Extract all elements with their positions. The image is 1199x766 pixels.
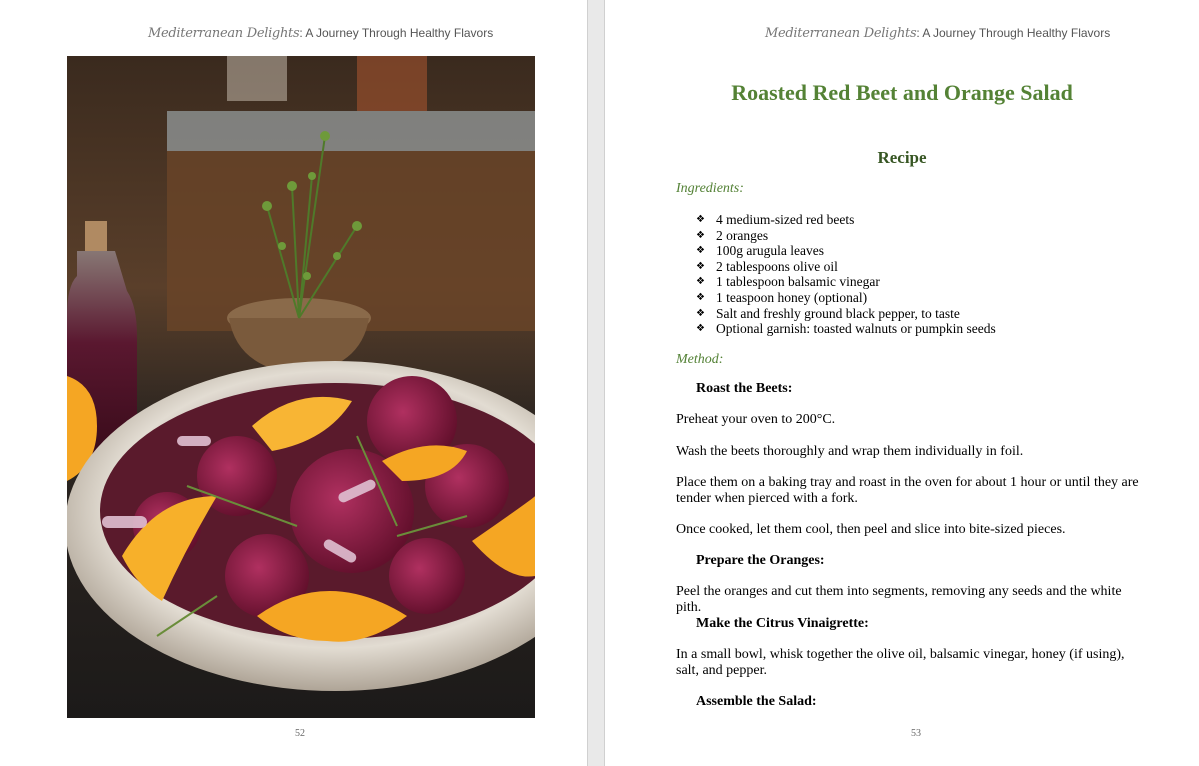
left-page <box>0 0 587 766</box>
step-heading-vinaigrette: Make the Citrus Vinaigrette: <box>696 616 869 631</box>
beet-orange-salad-photo-icon <box>67 56 535 718</box>
header-subtitle: : A Journey Through Healthy Flavors <box>916 26 1111 40</box>
roast-paragraph-3: Place them on a baking tray and roast in the oven for about 1 hour or until they are tender when pierced with a fork. <box>676 475 1139 506</box>
page-number: 53 <box>911 728 921 739</box>
running-header <box>148 26 493 41</box>
list-item: ❖ 2 oranges <box>696 227 769 243</box>
roast-paragraph-2: Wash the beets thoroughly and wrap them individually in foil. <box>676 444 1024 459</box>
page-gutter <box>587 0 605 766</box>
recipe-section-heading: Recipe <box>877 148 927 167</box>
diamond-bullet-icon: ❖ <box>696 276 705 288</box>
roast-paragraph-1: Preheat your oven to 200°C. <box>676 412 836 427</box>
vinaigrette-paragraph-1: In a small bowl, whisk together the olive oil, balsamic vinegar, honey (if using), salt, and pepper. <box>676 647 1125 678</box>
diamond-bullet-icon: ❖ <box>696 214 705 225</box>
salad-photo <box>67 56 535 718</box>
diamond-bullet-icon: ❖ <box>696 260 705 272</box>
diamond-bullet-icon: ❖ <box>696 245 705 257</box>
page-number: 52 <box>295 728 305 739</box>
list-item: ❖ 1 tablespoon balsamic vinegar <box>696 274 880 290</box>
running-header <box>765 26 1110 41</box>
list-item: ❖ 4 medium-sized red beets <box>696 212 855 227</box>
list-item: ❖ 100g arugula leaves <box>696 243 824 259</box>
header-script-title: Mediterranean Delights <box>148 26 300 41</box>
roast-paragraph-4: Once cooked, let them cool, then peel and slice into bite-sized pieces. <box>676 522 1066 537</box>
right-page <box>605 0 1199 766</box>
list-item: ❖ Salt and freshly ground black pepper, to taste <box>696 305 960 321</box>
method-label: Method: <box>676 352 724 367</box>
diamond-bullet-icon: ❖ <box>696 323 705 335</box>
step-heading-roast: Roast the Beets: <box>696 381 793 396</box>
recipe-title: Roasted Red Beet and Orange Salad <box>731 80 1073 105</box>
oranges-paragraph-1: Peel the oranges and cut them into segments, removing any seeds and the white pith. <box>676 584 1122 615</box>
diamond-bullet-icon: ❖ <box>696 291 705 303</box>
step-heading-oranges: Prepare the Oranges: <box>696 553 825 568</box>
step-heading-assemble: Assemble the Salad: <box>696 694 817 709</box>
list-item: ❖ 2 tablespoons olive oil <box>696 258 838 274</box>
header-script-title: Mediterranean Delights <box>765 26 917 41</box>
ingredients-label: Ingredients: <box>676 181 744 196</box>
diamond-bullet-icon: ❖ <box>696 307 705 319</box>
diamond-bullet-icon: ❖ <box>696 229 705 241</box>
list-item: ❖ Optional garnish: toasted walnuts or pumpkin seeds <box>696 321 996 337</box>
list-item: ❖ 1 teaspoon honey (optional) <box>696 289 868 305</box>
ingredients-list <box>696 212 996 337</box>
header-subtitle: : A Journey Through Healthy Flavors <box>299 26 494 40</box>
